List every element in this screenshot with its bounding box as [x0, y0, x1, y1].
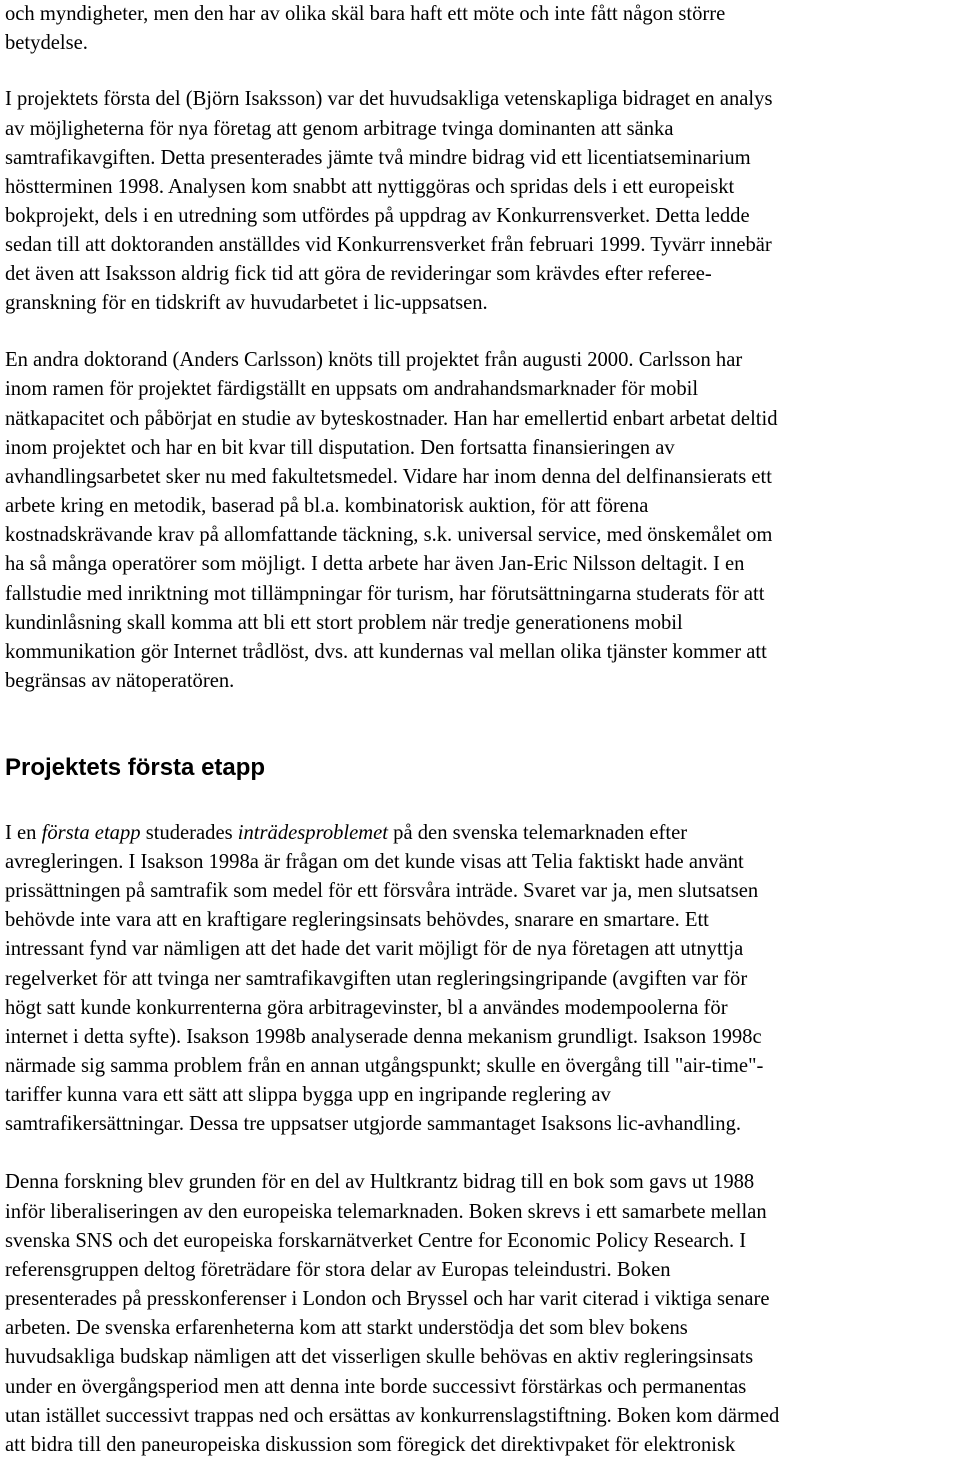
text-line: högt satt kunde konkurrenterna göra arbitragevinster, bl a användes modempoolerna för [5, 997, 728, 1019]
text-line: intressant fynd var nämligen att det hade det varit möjligt för de nya företagen att utnyttja [5, 938, 744, 960]
text-line-with-emphasis [5, 819, 687, 848]
text-line: ha så många operatörer som möjligt. I detta arbete har även Jan-Eric Nilsson deltagit. I en [5, 553, 745, 575]
text-line: internet i detta syfte). Isakson 1998b analyserade denna mekanism grundligt. Isakson 1998c [5, 1026, 762, 1048]
italic-term: inträdesproblemet [237, 822, 389, 844]
text-line: begränsas av nätoperatören. [5, 670, 235, 692]
text-run: I en [5, 822, 42, 844]
text-line: nätkapacitet och påbörjat en studie av byteskostnader. Han har emellertid enbart arbetat deltid [5, 408, 778, 430]
text-line: presenterades på presskonferenser i London och Bryssel och har varit citerad i viktiga senare [5, 1288, 770, 1310]
text-line: granskning för en tidskrift av huvudarbetet i lic-uppsatsen. [5, 292, 488, 314]
text-line: referensgruppen deltog företrädare för stora delar av Europas teleindustri. Boken [5, 1259, 671, 1281]
text-line: samtrafikavgiften. Detta presenterades jämte två mindre bidrag vid ett licentiatseminarium [5, 147, 751, 169]
text-line: höstterminen 1998. Analysen kom snabbt att nyttiggöras och spridas dels i ett europeiskt [5, 176, 735, 198]
text-line: I projektets första del (Björn Isaksson) var det huvudsakliga vetenskapliga bidraget en analys [5, 88, 773, 110]
text-line: Denna forskning blev grunden för en del av Hultkrantz bidrag till en bok som gavs ut 1988 [5, 1171, 755, 1193]
section-heading: Projektets första etapp [5, 754, 266, 781]
text-line: fallstudie med inriktning mot tillämpningar för turism, har förutsättningarna studerats för att [5, 583, 765, 605]
text-line: av möjligheterna för nya företag att genom arbitrage tvinga dominanten att sänka [5, 118, 674, 140]
text-line: inför liberaliseringen av den europeiska telemarknaden. Boken skrevs i ett samarbete mellan [5, 1201, 767, 1223]
text-line: sedan till att doktoranden anställdes vid Konkurrensverket från februari 1999. Tyvärr innebär [5, 234, 772, 256]
text-line: inom ramen för projektet färdigställt en uppsats om andrahandsmarknader för mobil [5, 378, 699, 400]
text-line: det även att Isaksson aldrig fick tid att göra de revideringar som krävdes efter referee- [5, 263, 712, 285]
text-line: utan istället successivt trappas ned och ersättas av konkurrenslagstiftning. Boken kom därmed [5, 1405, 780, 1427]
text-line: tariffer kunna vara ett sätt att slippa bygga upp en ingripande reglering av [5, 1084, 611, 1106]
text-line: under en övergångsperiod men att denna inte borde successivt förstärkas och permanentas [5, 1376, 747, 1398]
text-run: på den svenska telemarknaden efter [388, 822, 688, 844]
text-line: bokprojekt, dels i en utredning som utfördes på uppdrag av Konkurrensverket. Detta ledde [5, 205, 750, 227]
text-line: kostnadskrävande krav på allomfattande täckning, s.k. universal service, med önskemålet om [5, 524, 773, 546]
text-line: arbete kring en metodik, baserad på bl.a. kombinatorisk auktion, för att förena [5, 495, 649, 517]
text-line: huvudsakliga budskap nämligen att det visserligen skulle behövas en aktiv regleringsinsats [5, 1346, 754, 1368]
italic-term: första etapp [41, 822, 141, 844]
text-line: svenska SNS och det europeiska forskarnätverket Centre for Economic Policy Research. I [5, 1230, 747, 1252]
text-line: samtrafikersättningar. Dessa tre uppsatser utgjorde sammantaget Isaksons lic-avhandling. [5, 1113, 742, 1135]
text-line: behövde inte vara att en kraftigare regleringsinsats behövdes, snarare en smartare. Ett [5, 909, 709, 931]
text-line: arbeten. De svenska erfarenheterna kom att starkt understödja det som blev bokens [5, 1317, 688, 1339]
text-line: närmade sig samma problem från en annan utgångspunkt; skulle en övergång till "air-time"- [5, 1055, 764, 1077]
text-run: studerades [140, 822, 238, 844]
text-line: En andra doktorand (Anders Carlsson) knöts till projektet från augusti 2000. Carlsson har [5, 349, 743, 371]
text-line: betydelse. [5, 32, 88, 54]
text-line: att bidra till den paneuropeiska diskussion som föregick det direktivpaket för elektronisk [5, 1434, 736, 1456]
text-line: inom projektet och har en bit kvar till disputation. Den fortsatta finansieringen av [5, 437, 675, 459]
text-line: avregleringen. I Isakson 1998a är frågan om det kunde visas att Telia faktiskt hade använt [5, 851, 744, 873]
text-line: och myndigheter, men den har av olika skäl bara haft ett möte och inte fått någon större [5, 3, 726, 25]
text-line: regelverket för att tvinga ner samtrafikavgiften utan regleringsingripande (avgiften var för [5, 968, 748, 990]
text-line: kommunikation gör Internet trådlöst, dvs. att kundernas val mellan olika tjänster kommer att [5, 641, 767, 663]
text-line: avhandlingsarbetet sker nu med fakultetsmedel. Vidare har inom denna del delfinansierats ett [5, 466, 772, 488]
text-line: kundinlåsning skall komma att bli ett stort problem när tredje generationens mobil [5, 612, 683, 634]
text-line: prissättningen på samtrafik som medel för ett försvåra inträde. Svaret var ja, men slutsatsen [5, 880, 759, 902]
